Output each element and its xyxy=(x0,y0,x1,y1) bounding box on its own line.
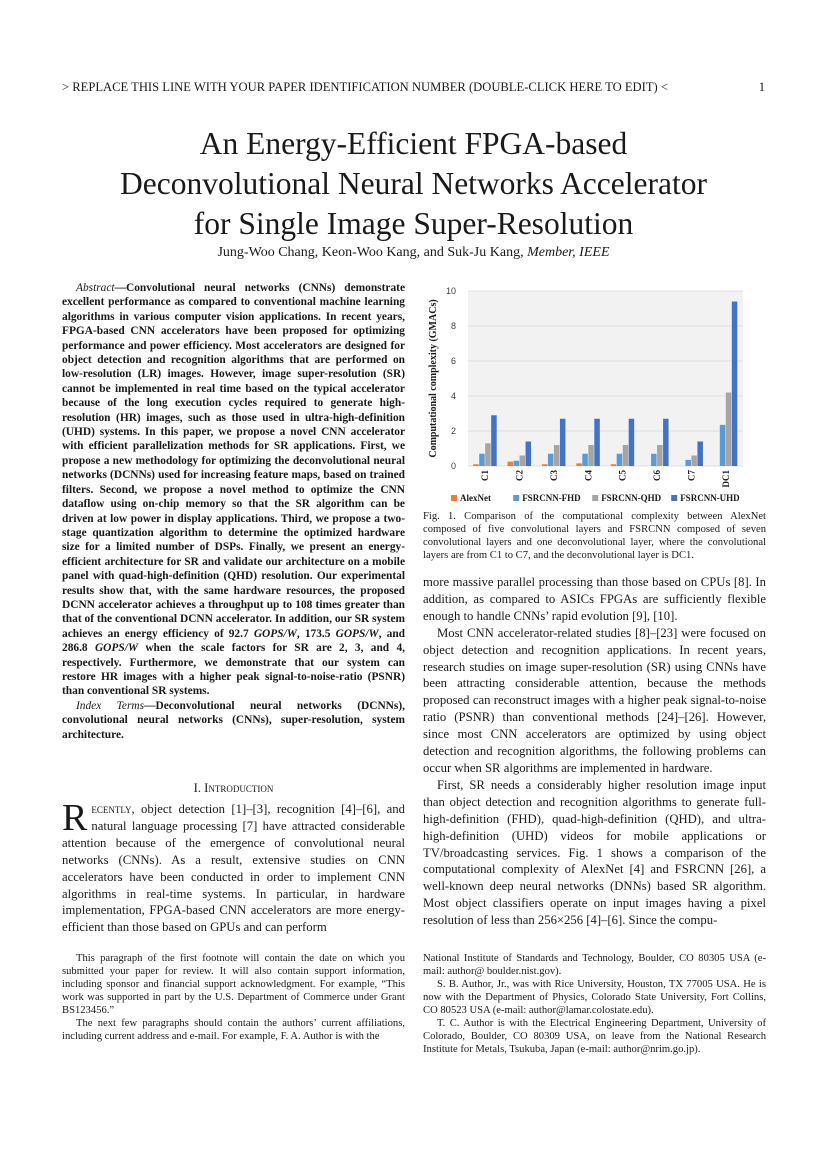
y-tick-label: 10 xyxy=(445,286,456,296)
bar-fsrcnn-uhd xyxy=(629,419,635,466)
bar-fsrcnn-uhd xyxy=(697,442,703,467)
smallcaps-lead: ecently xyxy=(91,802,132,816)
abstract-text: , 173.5 xyxy=(296,627,336,640)
title-line-3: for Single Image Super-Resolution xyxy=(193,206,634,241)
author-names: Jung-Woo Chang, Keon-Woo Kang, and Suk-Ju Kang, xyxy=(217,245,528,260)
y-axis-label: Computational complexity (GMACs) xyxy=(428,299,439,458)
intro-paragraph-1 xyxy=(62,797,405,936)
bar-fsrcnn-qhd xyxy=(554,445,560,466)
bar-fsrcnn-fhd xyxy=(617,454,623,466)
bar-chart xyxy=(423,283,766,508)
figure-1-chart xyxy=(423,283,766,508)
bar-alexnet xyxy=(576,463,582,466)
bar-fsrcnn-qhd xyxy=(726,393,732,467)
intro-paragraph-3: Most CNN accelerator-related studies [8]–[23] were focused on object detection and recognition applications. In recent years, research studies on image super-resolution (SR) using CNNs have been attracting considerable attention, because the methods proposed can reconstruct images with a higher peak signal-to-noise ratio (PSNR) than conventional methods [24]–[26]. However, since most CNN accelerators are optimized by using object detection and recognition algorithms, the following problems can occur when SR algorithms are implemented in hardware. xyxy=(423,625,766,775)
bar-fsrcnn-uhd xyxy=(491,415,497,466)
legend-label: FSRCNN-UHD xyxy=(680,493,740,503)
paper-title xyxy=(0,124,827,244)
page-number: 1 xyxy=(758,80,765,94)
footnotes-right xyxy=(423,952,766,1056)
bar-fsrcnn-fhd xyxy=(651,454,657,466)
bar-fsrcnn-uhd xyxy=(560,419,566,466)
legend-label: AlexNet xyxy=(460,493,491,503)
x-tick-label: DC1 xyxy=(720,470,731,488)
author-list xyxy=(0,245,827,261)
bar-fsrcnn-fhd xyxy=(720,425,726,466)
abstract-text: when the scale factors for SR are 2, 3, and 4, respectively. Furthermore, we demonstrate that our system can restore HR images with a higher peak signal-to-noise-ratio (PSNR) than conventional SR systems. xyxy=(62,642,405,698)
index-terms-label: Index Terms xyxy=(76,699,145,712)
x-tick-label: C2 xyxy=(514,470,525,481)
x-tick-label: C1 xyxy=(480,470,491,481)
x-tick-label: C4 xyxy=(583,470,594,481)
author-membership: Member, IEEE xyxy=(527,245,610,260)
footnote-paragraph: The next few paragraphs should contain the authors’ current affiliations, including current address and e-mail. For example, F. A. Author is with the xyxy=(62,1018,405,1042)
bar-fsrcnn-qhd xyxy=(520,456,526,467)
index-terms-text: —Deconvolutional neural networks (DCNNs), convolutional neural networks (CNNs), super-resolution, system architecture. xyxy=(62,699,405,741)
intro-paragraph-4: First, SR needs a considerably higher resolution image input than object detection and recognition algorithms to generate full-high-definition (FHD), quad-high-definition (QHD), and ultra-high-definition (UHD) videos for mobile applications or TV/broadcasting services. Fig. 1 shows a comparison of the computational complexity of AlexNet [4] and FSRCNN [26], a well-known deep neural networks (DNNs) based SR algorithm. Most object classifiers operate on input images having a pixel resolution of less than 256×256 [4]–[6]. Since the compu- xyxy=(423,777,766,928)
bar-fsrcnn-qhd xyxy=(623,445,629,466)
footnote-paragraph: T. C. Author is with the Electrical Engineering Department, University of Colorado, Boulder, CO 80309 USA, on leave from the National Research Institute for Metals, Tsukuba, Japan (e-mail: author@nrim.go.jp). xyxy=(423,1018,766,1055)
legend-swatch xyxy=(451,495,457,501)
bar-fsrcnn-uhd xyxy=(663,419,669,466)
abstract-label: Abstract xyxy=(76,282,115,294)
y-tick-label: 2 xyxy=(450,426,456,436)
figure-caption: Fig. 1. Comparison of the computational complexity between AlexNet composed of five convolutional layers and FSRCNN composed of seven convolutional layers and one deconvolutional layer, where the convolutional layers are from C1 to C7, and the deconvolutional layer is DC1. xyxy=(423,511,766,561)
unit-gopsw: GOPS/W xyxy=(335,627,379,640)
section-heading-introduction xyxy=(62,781,405,796)
bar-alexnet xyxy=(542,464,548,466)
unit-gopsw: GOPS/W xyxy=(94,642,138,655)
title-line-2: Deconvolutional Neural Networks Accelerator xyxy=(120,166,707,201)
footnote-paragraph: National Institute of Standards and Technology, Boulder, CO 80305 USA (e-mail: author@ boulder.nist.gov). xyxy=(423,953,766,977)
running-header xyxy=(62,80,765,95)
unit-gopsw: GOPS/W xyxy=(253,627,297,640)
bar-fsrcnn-fhd xyxy=(582,454,588,466)
y-tick-label: 4 xyxy=(450,391,456,401)
bar-alexnet xyxy=(473,464,479,466)
bar-alexnet xyxy=(508,462,514,466)
intro-paragraph-2: more massive parallel processing than those based on CPUs [8]. In addition, as compared to ASICs FPGAs are sufficiently flexible enough to handle CNNs’ rapid evolution [9], [10]. xyxy=(423,575,766,623)
legend-swatch xyxy=(671,495,677,501)
y-tick-label: 0 xyxy=(450,461,456,471)
bar-fsrcnn-fhd xyxy=(514,461,520,466)
intro-text: , object detection [1]–[3], recognition [4]–[6], and natural language processing [7] have attracted considerable attention because of the emergence of convolutional neural networks (CNNs). As a result, extensive studies on CNN accelerators have been conducted in order to implement CNN algorithms in real-time systems. In particular, in hardware implementation, FPGA-based CNN accelerators are more energy-efficient than those based on GPUs and can perform xyxy=(62,802,405,935)
bar-fsrcnn-uhd xyxy=(732,302,738,467)
y-tick-label: 6 xyxy=(450,356,456,366)
abstract-text: —Convolutional neural networks (CNNs) demonstrate excellent performance as compared to conventional machine learning algorithms in various computer vision applications. In recent years, FPGA-based CNN accelerators have been proposed for optimizing performance and power efficiency. Most accelerators are designed for object detection and recognition algorithms that are performed on low-resolution (LR) images. However, image super-resolution (SR) cannot be implemented in real time based on the typical accelerator because of the long execution cycles required to generate high-resolution (HR) images, such as those used in ultra-high-definition (UHD) systems. In this paper, we propose a novel CNN accelerator with efficient parallelization methods for SR applications. First, we propose a new methodology for optimizing the deconvolutional neural networks (DCNNs) used for increasing feature maps, based on trained filters. Second, we propose a novel method to optimize the CNN dataflow using on-chip memory so that the SR algorithm can be driven at low power in display applications. Third, we propose a two-stage quantization algorithm to determine the optimized hardware size for a limited number of DSPs. Finally, we present an energy-efficient architecture for SR and validate our architecture on a mobile panel with quad-high-definition (QHD) resolution. Our experimental results show that, with the same hardware resources, the proposed DCNN accelerator achieves a throughput up to 108 times greater than that of the conventional DCNN accelerator. In addition, our SR system achieves an energy efficiency of 92.7 xyxy=(62,282,405,640)
bar-alexnet xyxy=(611,464,617,466)
abstract-text: , and 286.8 xyxy=(62,627,406,655)
x-tick-label: C6 xyxy=(652,470,663,481)
drop-cap: R xyxy=(62,797,88,839)
x-tick-label: C7 xyxy=(686,470,697,481)
bar-fsrcnn-qhd xyxy=(485,443,491,466)
bar-fsrcnn-fhd xyxy=(685,460,691,466)
x-tick-label: C3 xyxy=(548,470,559,481)
bar-fsrcnn-fhd xyxy=(479,454,485,466)
introduction-left xyxy=(62,797,405,936)
bar-fsrcnn-uhd xyxy=(594,419,600,466)
footnotes-left xyxy=(62,952,405,1043)
legend-swatch xyxy=(592,495,598,501)
bar-fsrcnn-uhd xyxy=(526,442,532,467)
title-line-1: An Energy-Efficient FPGA-based xyxy=(199,126,628,161)
x-tick-label: C5 xyxy=(617,470,628,481)
bar-fsrcnn-fhd xyxy=(548,454,554,466)
abstract-paragraph xyxy=(62,281,405,699)
index-terms-paragraph xyxy=(62,699,405,742)
abstract-block xyxy=(62,281,405,742)
bar-fsrcnn-qhd xyxy=(657,445,663,466)
legend-label: FSRCNN-QHD xyxy=(601,493,662,503)
section-number: I. xyxy=(193,781,205,795)
section-title: Introduction xyxy=(204,781,274,795)
y-tick-label: 8 xyxy=(450,321,456,331)
introduction-right xyxy=(423,574,766,929)
plot-area xyxy=(468,291,743,466)
header-text: > REPLACE THIS LINE WITH YOUR PAPER IDENTIFICATION NUMBER (DOUBLE-CLICK HERE TO EDIT) < xyxy=(62,80,668,94)
footnote-paragraph: S. B. Author, Jr., was with Rice University, Houston, TX 77005 USA. He is now with the Department of Physics, Colorado State University, Fort Collins, CO 80523 USA (e-mail: author@lamar.colostate.edu). xyxy=(423,979,766,1016)
legend-swatch xyxy=(513,495,519,501)
bar-fsrcnn-qhd xyxy=(588,445,594,466)
footnote-paragraph: This paragraph of the first footnote will contain the date on which you submitted your paper for review. It will also contain support information, including sponsor and financial support acknowledgment. For example, “This work was supported in part by the U.S. Department of Commerce under Grant BS123456.” xyxy=(62,953,405,1016)
bar-fsrcnn-qhd xyxy=(691,456,697,467)
legend-label: FSRCNN-FHD xyxy=(522,493,581,503)
